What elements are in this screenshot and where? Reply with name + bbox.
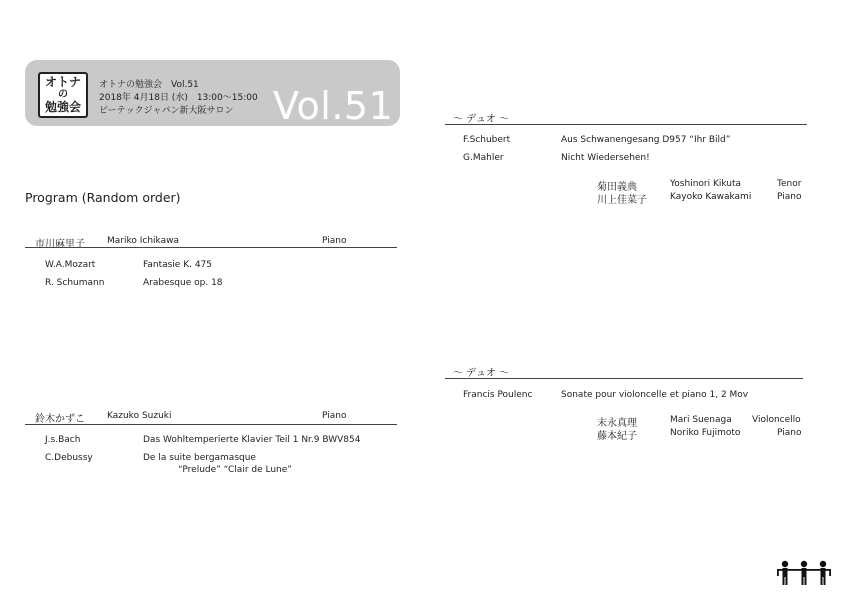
player-name-ja: 菊田義典 [597,182,637,193]
series-title: オトナの勉強会 Vol.51 [99,80,199,90]
performer-instrument: Piano [322,411,347,421]
piece-composer: R. Schumann [45,278,105,288]
piece-subtitle: “Prelude” “Clair de Lune” [178,465,292,475]
volume-number: Vol.51 [273,84,394,128]
piece-title: Fantasie K. 475 [143,260,213,270]
duo-heading: ～ デュオ ～ [453,368,510,379]
piece-composer: G.Mahler [463,153,504,163]
divider [445,124,807,125]
divider [25,247,397,248]
player-name-en: Mari Suenaga [670,415,732,425]
player-name-en: Yoshinori Kikuta [670,179,742,189]
player-part: Tenor [777,179,802,189]
piece-composer: J.s.Bach [45,435,81,445]
event-venue: ピーテックジャパン新大阪サロン [99,106,234,116]
divider [445,378,803,379]
performer-name-ja: 市川麻里子 [35,239,85,250]
performer-name-en: Kazuko Suzuki [107,411,172,421]
player-name-en: Noriko Fujimoto [670,428,741,438]
performer-instrument: Piano [322,236,347,246]
logo [38,72,88,118]
performer-name-en: Mariko Ichikawa [107,236,179,246]
piece-title: Sonate pour violoncelle et piano 1, 2 Mov [561,390,749,400]
piece-composer: W.A.Mozart [45,260,96,270]
piece-title: De la suite bergamasque [143,453,256,463]
player-name-ja: 藤本紀子 [597,431,637,442]
piece-composer: C.Debussy [45,453,93,463]
header-banner [25,60,400,126]
performer-name-ja: 鈴木かずこ [35,414,85,425]
player-part: Piano [777,428,802,438]
piece-title: Arabesque op. 18 [143,278,223,288]
event-datetime: 2018年 4月18日 (水) 13:00～15:00 [99,93,258,103]
duo-heading: ～ デュオ ～ [453,114,510,125]
piece-title: Nicht Wiedersehen! [561,153,650,163]
three-people-icon [776,560,832,586]
piece-composer: F.Schubert [463,135,511,145]
player-name-ja: 末永真理 [597,418,637,429]
player-part: Violoncello [752,415,801,425]
player-part: Piano [777,192,802,202]
piece-title: Das Wohltemperierte Klavier Teil 1 Nr.9 BWV854 [143,435,361,445]
piece-composer: Francis Poulenc [463,390,533,400]
logo-line-3: 勉強会 [44,100,81,115]
piece-title: Aus Schwanengesang D957 “Ihr Bild” [561,135,731,145]
program-title: Program (Random order) [25,190,181,205]
player-name-en: Kayoko Kawakami [670,192,752,202]
player-name-ja: 川上佳菜子 [597,195,647,206]
divider [25,424,397,425]
logo-line-1: オトナ [44,75,81,90]
logo-line-2: の [58,88,68,100]
